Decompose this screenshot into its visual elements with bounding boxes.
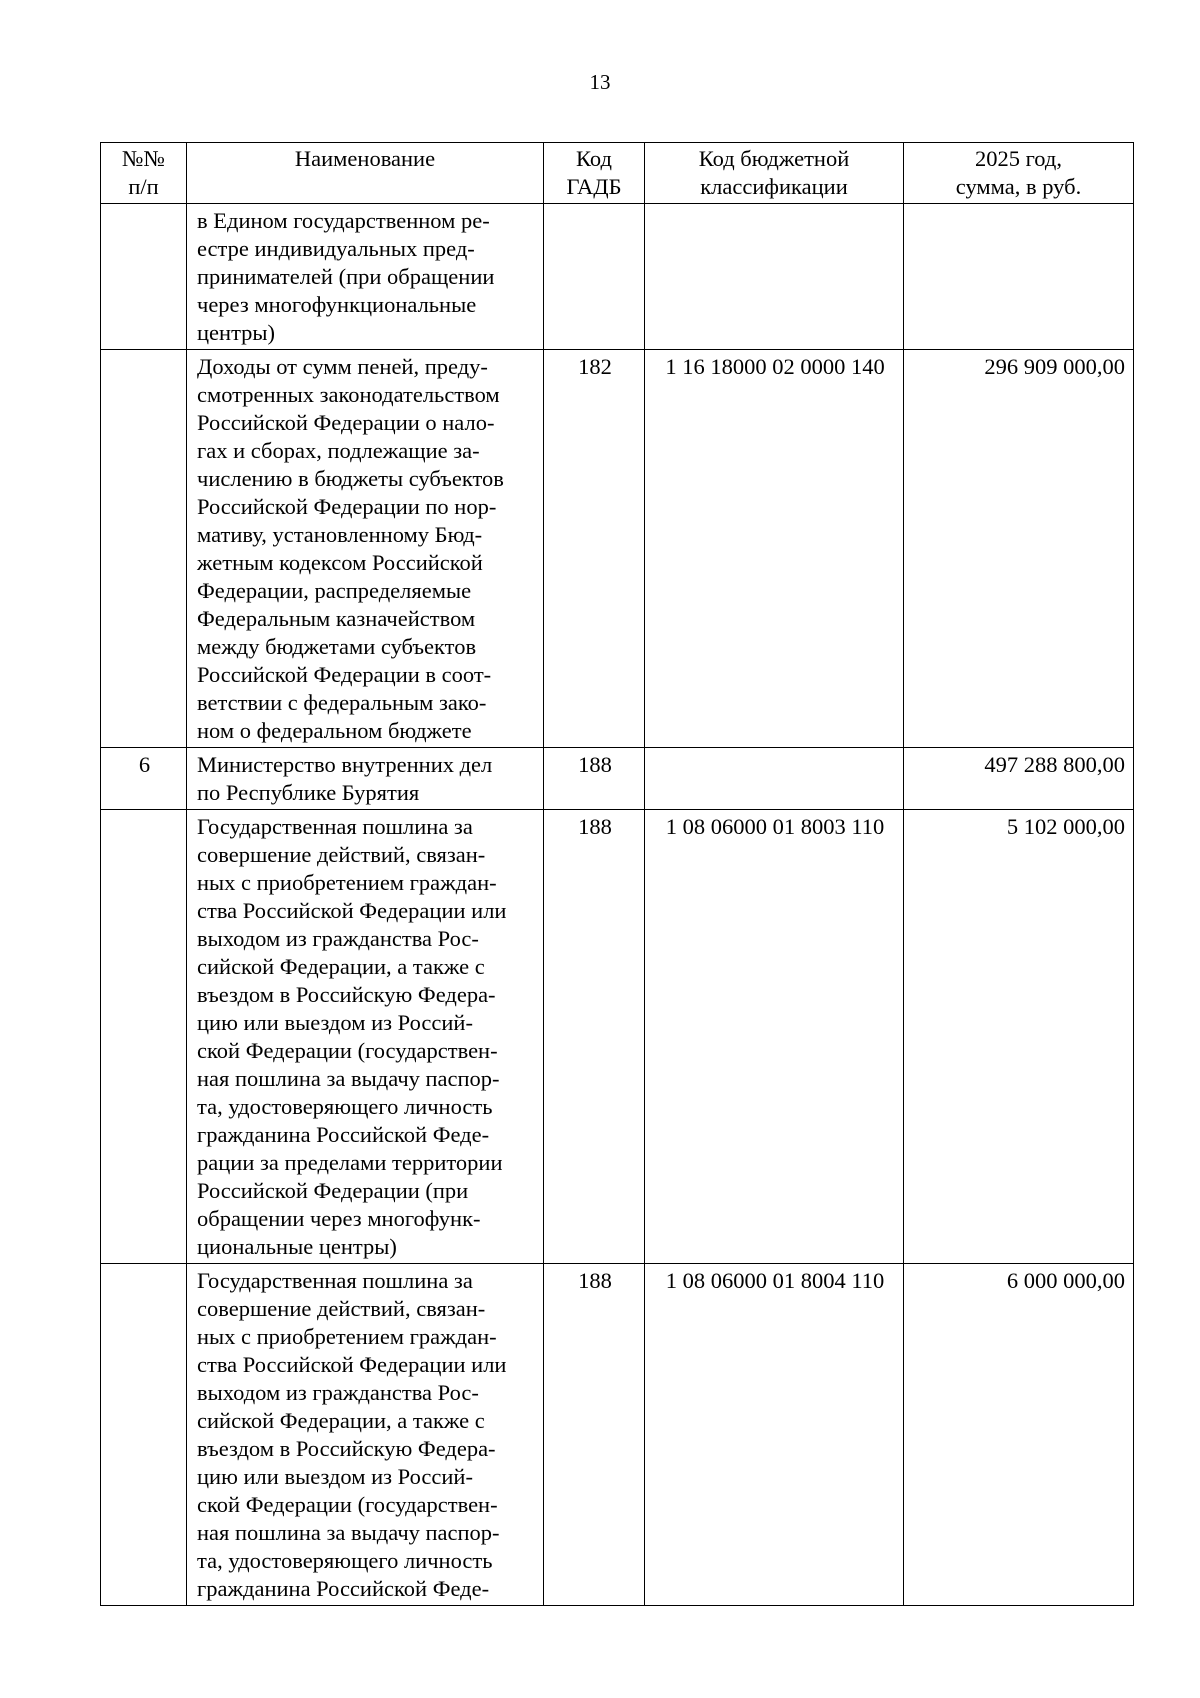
- row-name-cell: [187, 204, 544, 350]
- name-line: Российской Федерации в соот-: [197, 662, 492, 687]
- name-line: числению в бюджеты субъектов: [197, 466, 504, 491]
- row-amount-cell: 296 909 000,00: [904, 350, 1134, 748]
- name-line: сийской Федерации, а также с: [197, 1408, 485, 1433]
- header-amount-line: 2025 год,: [975, 146, 1062, 171]
- header-amount: [904, 143, 1134, 204]
- row-amount-cell: 5 102 000,00: [904, 810, 1134, 1264]
- row-name-cell: [187, 1264, 544, 1606]
- name-line: ных с приобретением граждан-: [197, 870, 497, 895]
- row-amount-cell: 6 000 000,00: [904, 1264, 1134, 1606]
- row-amount-cell: [904, 204, 1134, 350]
- table-row: [101, 1264, 1134, 1606]
- header-gadb: [544, 143, 645, 204]
- table-body: [101, 204, 1134, 1606]
- row-number-cell: [101, 810, 187, 1264]
- name-line: Российской Федерации по нор-: [197, 494, 497, 519]
- header-kbk: [645, 143, 904, 204]
- name-line: через многофункциональные: [197, 292, 477, 317]
- name-line: смотренных законодательством: [197, 382, 500, 407]
- name-line: естре индивидуальных пред-: [197, 236, 475, 261]
- name-line: совершение действий, связан-: [197, 842, 486, 867]
- name-line: Российской Федерации (при: [197, 1178, 469, 1203]
- table-header: [101, 143, 1134, 204]
- name-line: цию или выездом из Россий-: [197, 1010, 473, 1035]
- row-name-cell: [187, 810, 544, 1264]
- name-line: гражданина Российской Феде-: [197, 1122, 490, 1147]
- name-line: ном о федеральном бюджете: [197, 718, 472, 743]
- row-gadb-cell: 188: [544, 810, 645, 1264]
- name-line: цию или выездом из Россий-: [197, 1464, 473, 1489]
- budget-revenue-table: [100, 142, 1134, 1606]
- header-num-line: №№: [122, 146, 165, 171]
- name-line: та, удостоверяющего личность: [197, 1548, 493, 1573]
- row-gadb-cell: 182: [544, 350, 645, 748]
- name-line: Федерации, распределяемые: [197, 578, 472, 603]
- row-gadb-cell: [544, 204, 645, 350]
- name-line: Государственная пошлина за: [197, 1268, 473, 1293]
- name-line: выходом из гражданства Рос-: [197, 1380, 479, 1405]
- name-line: ных с приобретением граждан-: [197, 1324, 497, 1349]
- table-row: [101, 204, 1134, 350]
- name-line: мативу, установленному Бюд-: [197, 522, 483, 547]
- row-number-cell: 6: [101, 748, 187, 810]
- name-line: ской Федерации (государствен-: [197, 1038, 498, 1063]
- name-line: та, удостоверяющего личность: [197, 1094, 493, 1119]
- name-line: Государственная пошлина за: [197, 814, 473, 839]
- name-line: принимателей (при обращении: [197, 264, 495, 289]
- table-row: [101, 748, 1134, 810]
- row-number-cell: [101, 1264, 187, 1606]
- row-name-cell: [187, 748, 544, 810]
- name-line: между бюджетами субъектов: [197, 634, 477, 659]
- row-kbk-cell: [645, 748, 904, 810]
- name-line: центры): [197, 320, 276, 345]
- name-line: жетным кодексом Российской: [197, 550, 483, 575]
- header-num: [101, 143, 187, 204]
- row-number-cell: [101, 204, 187, 350]
- row-gadb-cell: 188: [544, 748, 645, 810]
- row-kbk-cell: 1 08 06000 01 8004 110: [645, 1264, 904, 1606]
- name-line: ная пошлина за выдачу паспор-: [197, 1520, 500, 1545]
- name-line: ства Российской Федерации или: [197, 1352, 507, 1377]
- name-line: совершение действий, связан-: [197, 1296, 486, 1321]
- header-kbk-line: классификации: [700, 174, 848, 199]
- header-num-line: п/п: [128, 174, 159, 199]
- row-kbk-cell: [645, 204, 904, 350]
- table-row: [101, 350, 1134, 748]
- header-kbk-line: Код бюджетной: [698, 146, 850, 171]
- header-row: [101, 143, 1134, 204]
- row-amount-cell: 497 288 800,00: [904, 748, 1134, 810]
- name-line: ная пошлина за выдачу паспор-: [197, 1066, 500, 1091]
- row-number-cell: [101, 350, 187, 748]
- name-line: по Республике Бурятия: [197, 780, 420, 805]
- header-gadb-line: Код: [576, 146, 612, 171]
- page-number: 13: [589, 70, 611, 94]
- header-name-line: Наименование: [294, 146, 436, 171]
- name-line: ства Российской Федерации или: [197, 898, 507, 923]
- name-line: Министерство внутренних дел: [197, 752, 493, 777]
- row-name-cell: [187, 350, 544, 748]
- name-line: ветствии с федеральным зако-: [197, 690, 487, 715]
- row-gadb-cell: 188: [544, 1264, 645, 1606]
- name-line: Федеральным казначейством: [197, 606, 476, 631]
- table-row: [101, 810, 1134, 1264]
- name-line: обращении через многофунк-: [197, 1206, 481, 1231]
- name-line: ской Федерации (государствен-: [197, 1492, 498, 1517]
- header-amount-line: сумма, в руб.: [955, 174, 1082, 199]
- name-line: выходом из гражданства Рос-: [197, 926, 479, 951]
- name-line: Российской Федерации о нало-: [197, 410, 495, 435]
- name-line: рации за пределами территории: [197, 1150, 503, 1175]
- name-line: в Едином государственном ре-: [197, 208, 490, 233]
- name-line: циональные центры): [197, 1234, 397, 1259]
- header-gadb-line: ГАДБ: [566, 174, 622, 199]
- name-line: въездом в Российскую Федера-: [197, 982, 496, 1007]
- name-line: гражданина Российской Феде-: [197, 1576, 490, 1601]
- row-kbk-cell: 1 16 18000 02 0000 140: [645, 350, 904, 748]
- name-line: Доходы от сумм пеней, преду-: [197, 354, 488, 379]
- header-name: [187, 143, 544, 204]
- name-line: сийской Федерации, а также с: [197, 954, 485, 979]
- name-line: въездом в Российскую Федера-: [197, 1436, 496, 1461]
- name-line: гах и сборах, подлежащие за-: [197, 438, 480, 463]
- row-kbk-cell: 1 08 06000 01 8003 110: [645, 810, 904, 1264]
